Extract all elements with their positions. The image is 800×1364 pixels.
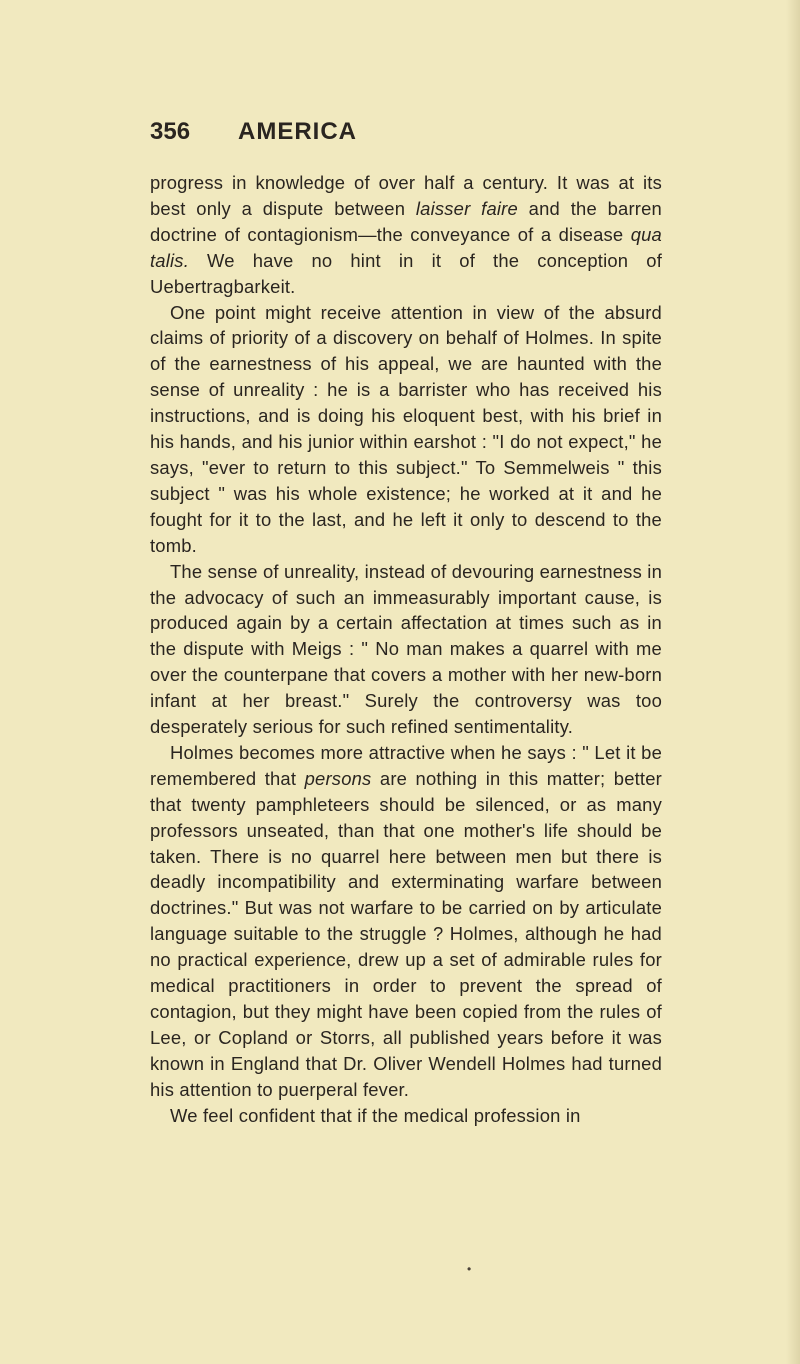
paragraph-1-text-b: and the barren doctrine of contagionism—the conveyance of a disease <box>150 197 662 245</box>
page-number: 356 <box>150 118 191 145</box>
paragraph-2: One point might receive attention in view of the absurd claims of priority of a discovery on behalf of Holmes. In spite of the earnestness of his appeal, we are haunted with the sense of unreality : he is a barrister who has received his instructions, and is doing his eloquent best, with his brief in his hands, and his junior within earshot : "I do not expect," he says, "ever to return to this subject." To Semmelweis " this subject " was his whole existence; he worked at it and he fought for it to the last, and he left it only to descend to the tomb. <box>150 301 662 556</box>
page-edge-shadow <box>786 0 800 1364</box>
body-text <box>150 170 662 1129</box>
running-title: AMERICA <box>238 118 357 145</box>
paragraph-5: We feel confident that if the medical profession in <box>170 1104 581 1126</box>
paragraph-4-text-b: are nothing in this matter; better that twenty pamphleteers should be silenced, or as many professors unseated, than that one mother's life should be taken. There is no quarrel here between men but there is deadly incompatibility and exterminating warfare between doctrines." But was not warfare to be carried on by articulate language suitable to the struggle ? Holmes, although he had no practical experience, drew up a set of admirable rules for medical practitioners in order to prevent the spread of contagion, but they might have been copied from the rules of Lee, or Copland or Storrs, all published years before it was known in England that Dr. Oliver Wendell Holmes had turned his attention to puerperal fever. <box>150 767 662 1100</box>
paragraph-1 <box>150 170 662 300</box>
italic-laisser-faire: laisser faire <box>415 197 518 219</box>
italic-qua-talis: qua talis. <box>150 223 662 271</box>
page-header <box>150 118 662 152</box>
paragraph-4 <box>150 740 662 1103</box>
paragraph-1-text-c: We have no hint in it of the conception of Uebertragbarkeit. <box>150 249 662 297</box>
paragraph-1-text-a: progress in knowledge of over half a century. It was at its best only a dispute between <box>150 172 662 219</box>
italic-persons: persons <box>304 767 372 789</box>
paragraph-4-text-a: Holmes becomes more attractive when he says : " Let it be remembered that <box>150 741 662 789</box>
paragraph-3: The sense of unreality, instead of devouring earnestness in the advocacy of such an immeasurably important cause, is produced again by a certain affectation at times such as in the dispute with Meigs : " No man makes a quarrel with me over the counterpane that covers a mother with her new-born infant at her breast." Surely the controversy was too desperately serious for such refined sentimentality. <box>150 560 662 738</box>
printer-mark: • <box>467 1262 472 1276</box>
